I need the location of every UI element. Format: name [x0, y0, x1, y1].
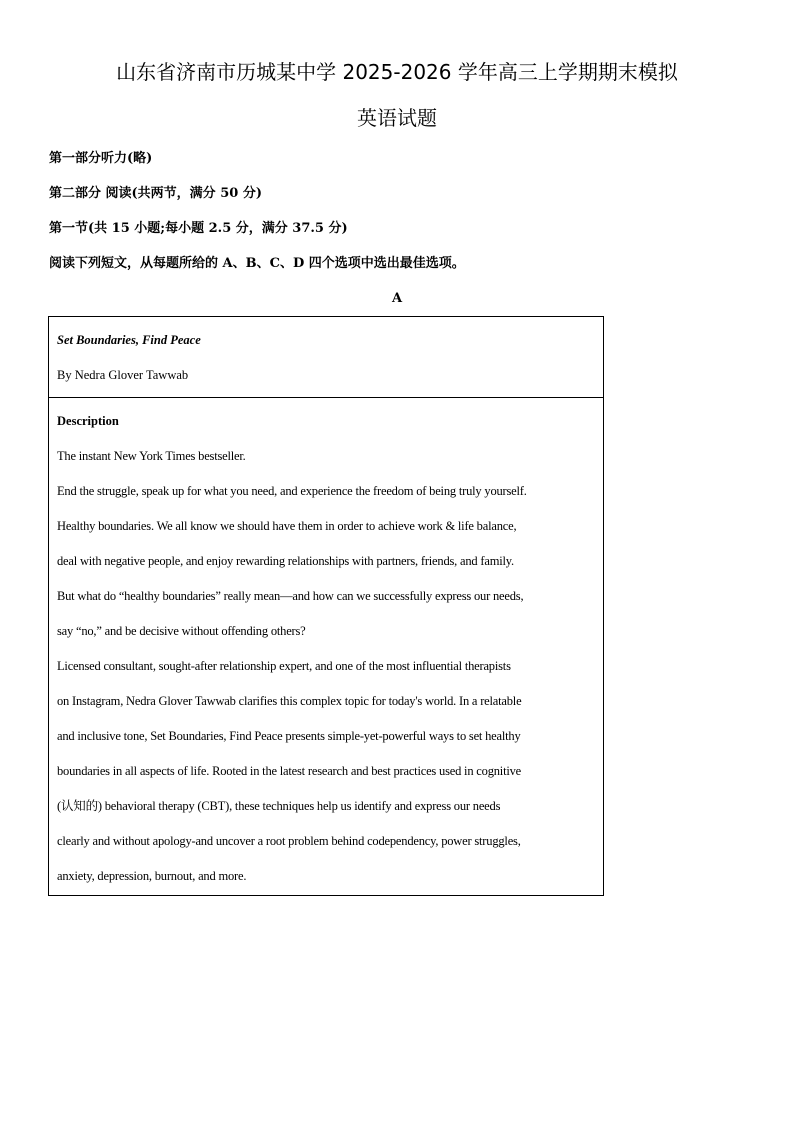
book-info-table	[48, 316, 604, 896]
description-line: The instant New York Times bestseller.	[57, 449, 246, 463]
description-line: But what do “healthy boundaries” really mean—and how can we successfully express our needs,	[57, 589, 524, 603]
book-header-row	[49, 317, 603, 398]
description-line: deal with negative people, and enjoy rewarding relationships with partners, friends, and family.	[57, 554, 514, 568]
document-subtitle: 英语试题	[357, 106, 437, 130]
description-line: clearly and without apology-and uncover a root problem behind codependency, power struggles,	[57, 834, 521, 848]
book-title: Set Boundaries, Find Peace	[57, 333, 201, 347]
instruction-part-one: 第一部分听力(略)	[49, 151, 153, 166]
description-line: Licensed consultant, sought-after relationship expert, and one of the most influential therapists	[57, 659, 511, 673]
instruction-part-two: 第二部分 阅读(共两节，满分 50 分)	[49, 186, 262, 201]
passage-label: A	[391, 291, 403, 306]
instruction-reading-directions: 阅读下列短文，从每题所给的 A、B、C、D 四个选项中选出最佳选项。	[49, 256, 465, 271]
document-title: 山东省济南市历城某中学 2025-2026 学年高三上学期期末模拟	[116, 60, 678, 84]
description-line: (认知的) behavioral therapy (CBT), these techniques help us identify and express our needs	[57, 799, 501, 813]
description-line: say “no,” and be decisive without offending others?	[57, 624, 306, 638]
book-author: By Nedra Glover Tawwab	[57, 368, 189, 382]
description-heading: Description	[57, 414, 119, 428]
description-line: anxiety, depression, burnout, and more.	[57, 869, 247, 883]
description-line: Healthy boundaries. We all know we should have them in order to achieve work & life balance,	[57, 519, 517, 533]
description-line: boundaries in all aspects of life. Rooted in the latest research and best practices used in cognitive	[57, 764, 522, 778]
instruction-section-one: 第一节(共 15 小题;每小题 2.5 分，满分 37.5 分)	[49, 221, 348, 236]
description-line: on Instagram, Nedra Glover Tawwab clarifies this complex topic for today's world. In a relatable	[57, 694, 522, 708]
description-line: End the struggle, speak up for what you need, and experience the freedom of being truly yourself.	[57, 484, 527, 498]
description-line: and inclusive tone, Set Boundaries, Find Peace presents simple-yet-powerful ways to set healthy	[57, 729, 521, 743]
